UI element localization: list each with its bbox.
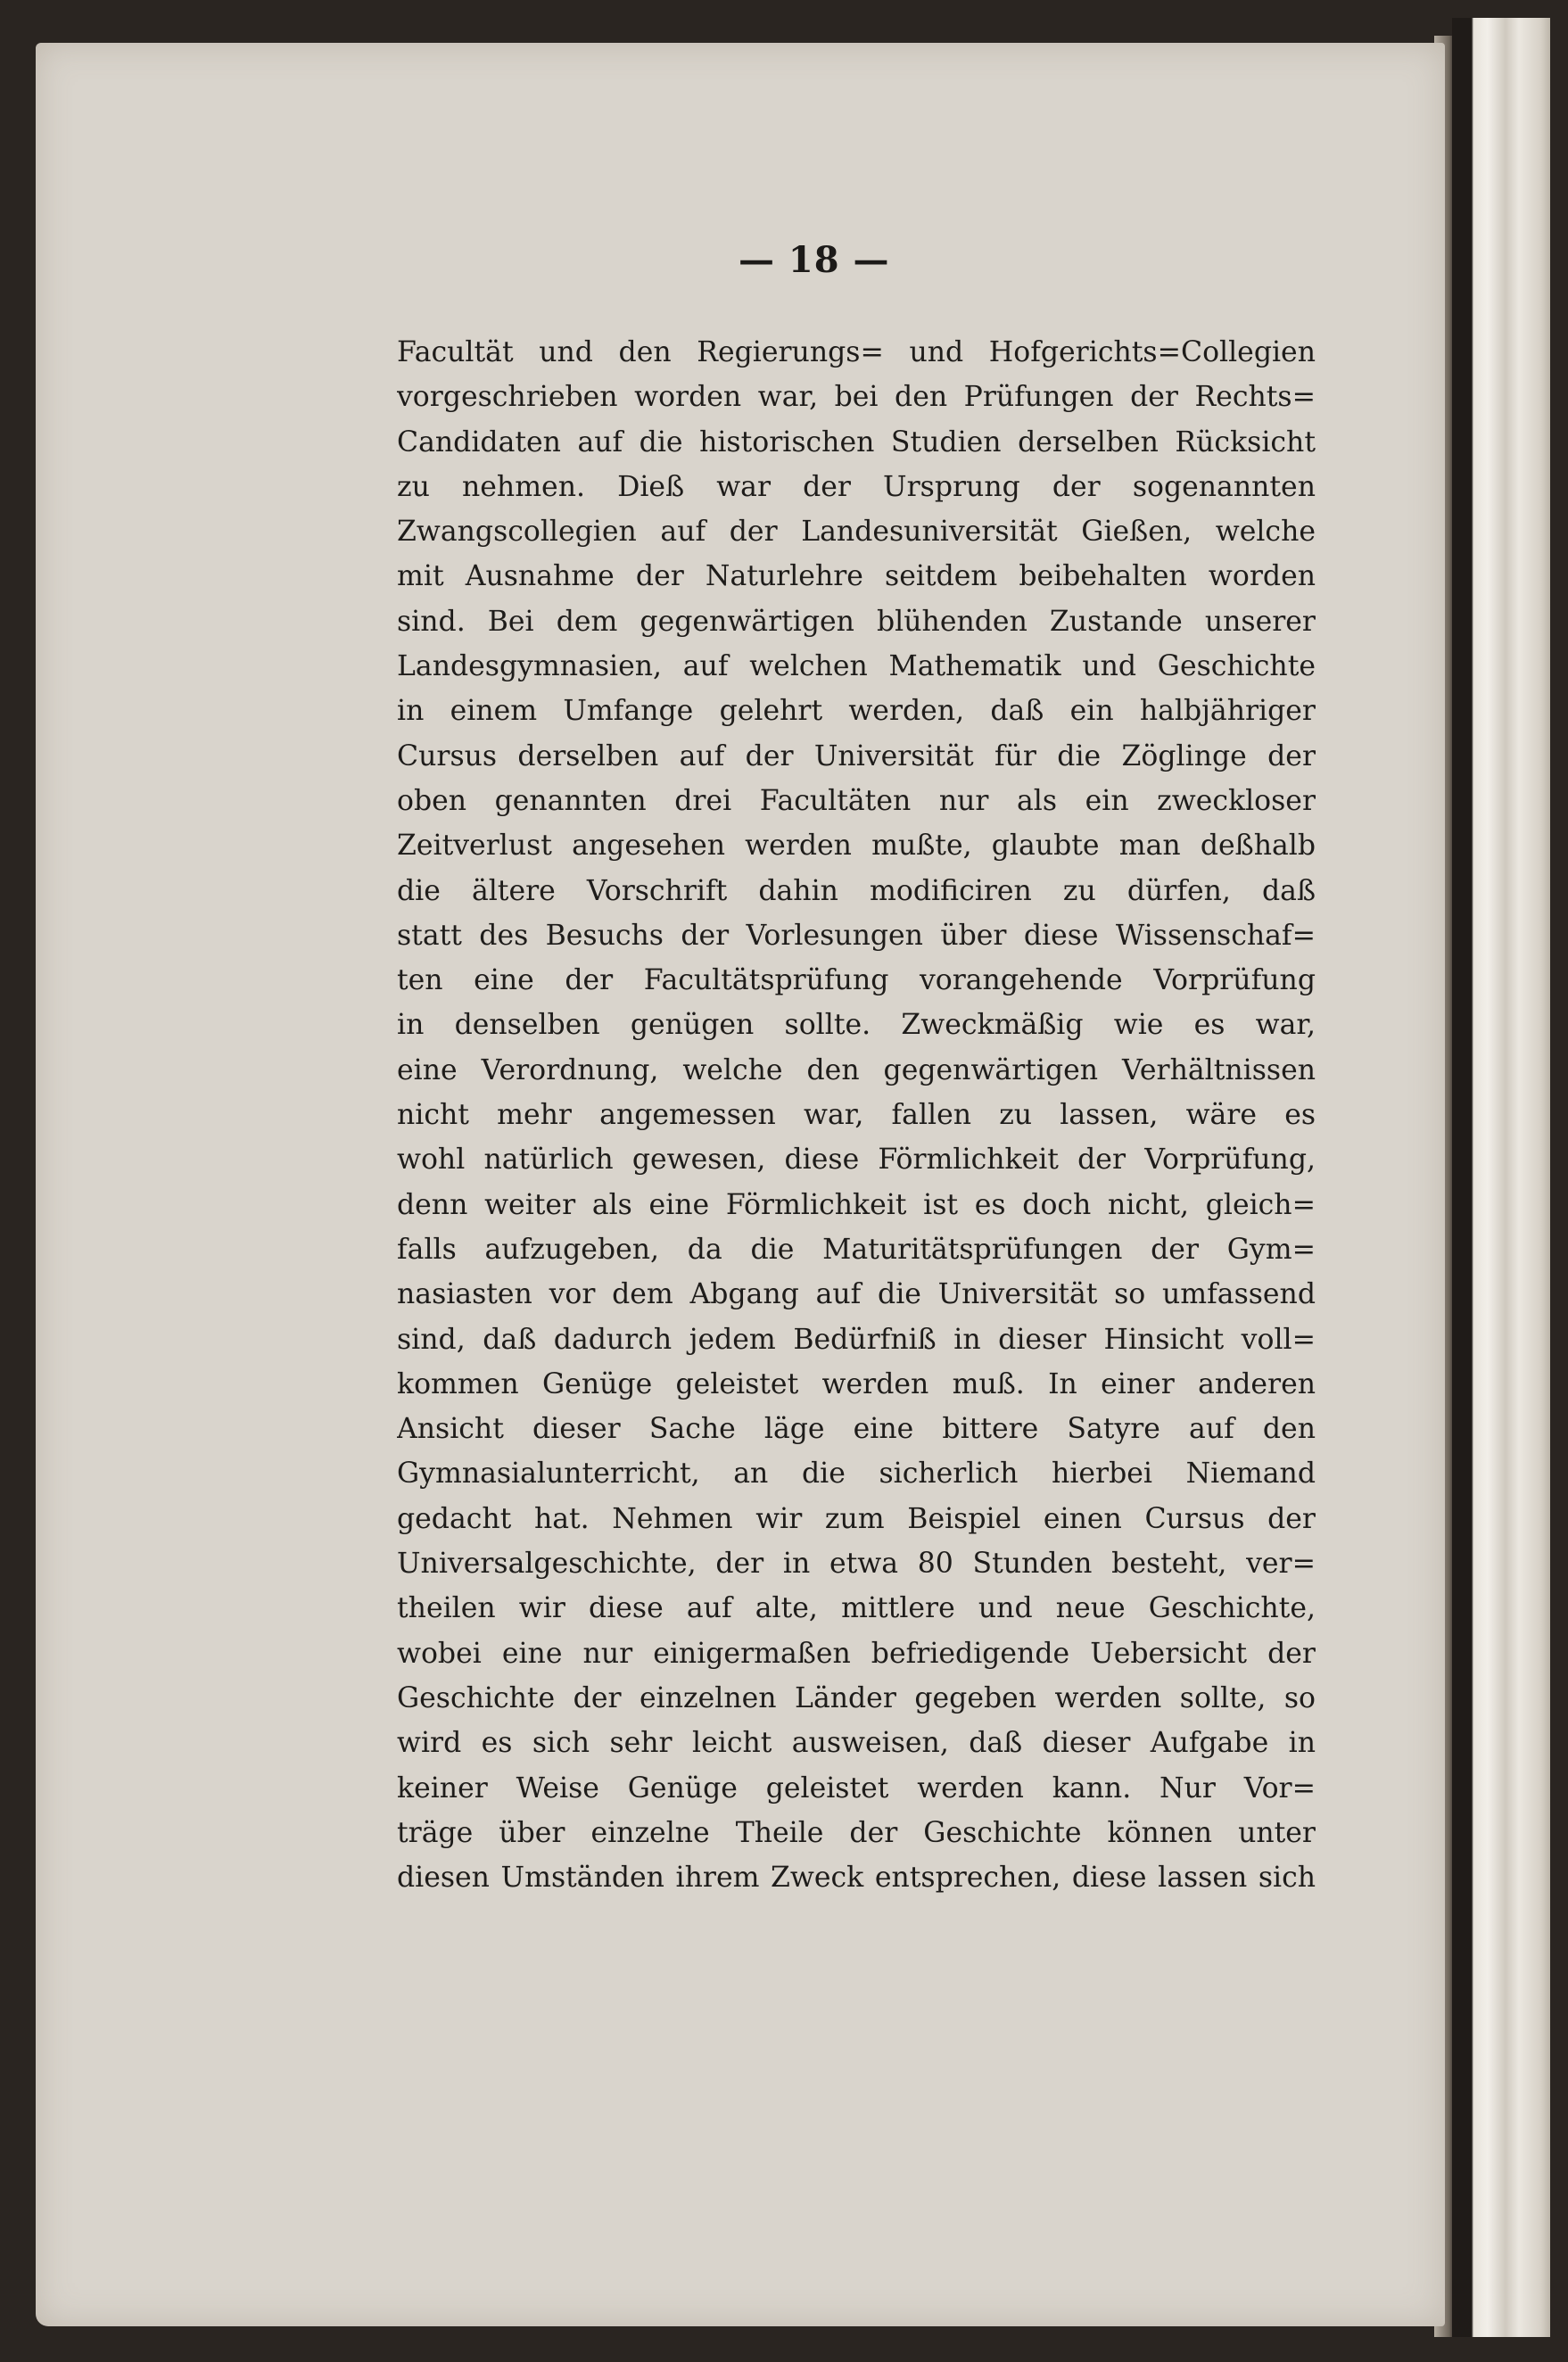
text-line: wohl natürlich gewesen, diese Förmlichkeit der Vorprüfung, bbox=[397, 1144, 1316, 1177]
text-line: eine Verordnung, welche den gegenwärtigen Verhältnissen bbox=[397, 1053, 1316, 1086]
text-line: Gymnasialunterricht, an die sicherlich hierbei Niemand bbox=[397, 1458, 1316, 1491]
text-line: sind, daß dadurch jedem Bedürfniß in dieser Hinsicht voll= bbox=[397, 1323, 1316, 1356]
text-line: ten eine der Facultätsprüfung vorangehende Vorprüfung bbox=[397, 964, 1316, 997]
text-line: in denselben genügen sollte. Zweckmäßig wie es war, bbox=[397, 1009, 1316, 1042]
text-line: wird es sich sehr leicht ausweisen, daß dieser Aufgabe in bbox=[397, 1727, 1316, 1760]
text-line: zu nehmen. Dieß war der Ursprung der sogenannten bbox=[397, 470, 1316, 503]
text-line: mit Ausnahme der Naturlehre seitdem beibehalten worden bbox=[397, 560, 1316, 593]
text-line: Landesgymnasien, auf welchen Mathematik und Geschichte bbox=[397, 650, 1316, 683]
text-line: die ältere Vorschrift dahin modificiren zu dürfen, daß bbox=[397, 874, 1316, 907]
text-line: Cursus derselben auf der Universität für die Zöglinge der bbox=[397, 739, 1316, 772]
text-line: Candidaten auf die historischen Studien derselben Rücksicht bbox=[397, 425, 1316, 458]
text-line: kommen Genüge geleistet werden muß. In einer anderen bbox=[397, 1367, 1316, 1400]
next-page-edge bbox=[1452, 18, 1550, 2337]
text-line: Zwangscollegien auf der Landesuniversität Gießen, welche bbox=[397, 516, 1316, 549]
text-line: Geschichte der einzelnen Länder gegeben werden sollte, so bbox=[397, 1681, 1316, 1714]
text-line: statt des Besuchs der Vorlesungen über diese Wissenschaf= bbox=[397, 919, 1316, 952]
text-line: oben genannten drei Facultäten nur als ein zweckloser bbox=[397, 784, 1316, 817]
text-line: falls aufzugeben, da die Maturitätsprüfungen der Gym= bbox=[397, 1233, 1316, 1266]
text-line: nicht mehr angemessen war, fallen zu lassen, wäre es bbox=[397, 1099, 1316, 1132]
text-line: theilen wir diese auf alte, mittlere und neue Geschichte, bbox=[397, 1592, 1316, 1625]
text-line: in einem Umfange gelehrt werden, daß ein halbjähriger bbox=[397, 695, 1316, 728]
text-line: Zeitverlust angesehen werden mußte, glaubte man deßhalb bbox=[397, 830, 1316, 863]
text-line: denn weiter als eine Förmlichkeit ist es doch nicht, gleich= bbox=[397, 1188, 1316, 1221]
page-number: — 18 — bbox=[739, 239, 890, 281]
text-line: Ansicht dieser Sache läge eine bittere Satyre auf den bbox=[397, 1413, 1316, 1446]
text-line: nasiasten vor dem Abgang auf die Universität so umfassend bbox=[397, 1278, 1316, 1311]
text-line: diesen Umständen ihrem Zweck entsprechen, diese lassen sich bbox=[397, 1862, 1316, 1895]
text-line: gedacht hat. Nehmen wir zum Beispiel einen Cursus der bbox=[397, 1502, 1316, 1535]
text-line: träge über einzelne Theile der Geschichte können unter bbox=[397, 1816, 1316, 1849]
text-line: sind. Bei dem gegenwärtigen blühenden Zustande unserer bbox=[397, 605, 1316, 638]
text-line: Universalgeschichte, der in etwa 80 Stunden besteht, ver= bbox=[397, 1548, 1316, 1581]
text-line: wobei eine nur einigermaßen befriedigende Uebersicht der bbox=[397, 1637, 1316, 1670]
text-line: keiner Weise Genüge geleistet werden kann. Nur Vor= bbox=[397, 1772, 1316, 1805]
body-text bbox=[397, 330, 1316, 1900]
text-line: vorgeschrieben worden war, bei den Prüfungen der Rechts= bbox=[397, 381, 1316, 414]
text-line: Facultät und den Regierungs= und Hofgerichts=Collegien bbox=[397, 336, 1316, 368]
